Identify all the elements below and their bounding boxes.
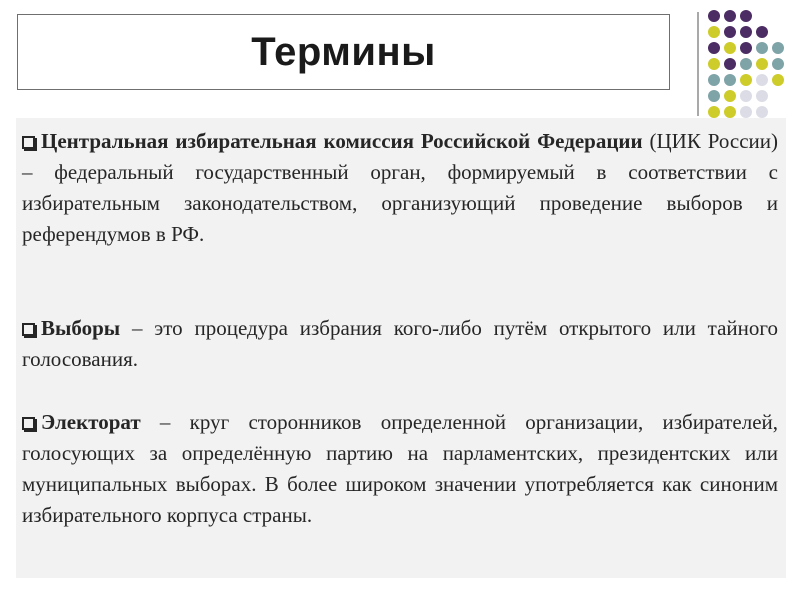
terms-panel [16, 118, 786, 578]
dot [724, 42, 736, 54]
term-definition: – это процедура избрания кого-либо путём открытого или тайного голосования. [22, 316, 778, 371]
dot [708, 106, 720, 118]
dot [740, 90, 752, 102]
title-box [17, 14, 670, 90]
checkbox-bullet-icon [22, 323, 35, 336]
decorative-dot-grid [708, 10, 788, 120]
dot [756, 26, 768, 38]
dot [708, 26, 720, 38]
decorative-divider [697, 12, 699, 116]
dot [740, 10, 752, 22]
term-definition: – круг сторонников определенной организации, избирателей, голосующих за определённую партию на парламентских, президентских или муниципальных выборах. В более широком значении употребляется как синоним избирательного корпуса страны. [22, 410, 778, 527]
term-paragraph [22, 313, 778, 375]
term-name: Выборы [41, 316, 121, 340]
dot [708, 10, 720, 22]
dot [772, 42, 784, 54]
term-name: Электорат [41, 410, 141, 434]
dot [724, 58, 736, 70]
dot [724, 74, 736, 86]
dot [740, 106, 752, 118]
dot [740, 74, 752, 86]
dot [756, 106, 768, 118]
dot [708, 42, 720, 54]
dot [724, 26, 736, 38]
checkbox-bullet-icon [22, 417, 35, 430]
dot [756, 90, 768, 102]
checkbox-bullet-icon [22, 136, 35, 149]
term-item-electorate [22, 407, 778, 531]
dot [756, 74, 768, 86]
dot [756, 42, 768, 54]
term-paragraph [22, 126, 778, 250]
term-item-elections [22, 313, 778, 375]
term-item-cik [22, 126, 778, 250]
dot [724, 106, 736, 118]
dot [740, 42, 752, 54]
dot [724, 10, 736, 22]
dot [708, 74, 720, 86]
dot [724, 90, 736, 102]
dot [772, 74, 784, 86]
slide-title: Термины [251, 29, 436, 74]
dot [756, 58, 768, 70]
dot [740, 26, 752, 38]
term-name: Центральная избирательная комиссия Российской Федерации [41, 129, 643, 153]
dot [740, 58, 752, 70]
dot [772, 58, 784, 70]
dot [708, 58, 720, 70]
term-paragraph [22, 407, 778, 531]
term-definition: (ЦИК России) – федеральный государственный орган, формируемый в соответствии с избирательным законодательством, организующий проведение выборов и референдумов в РФ. [22, 129, 778, 246]
dot [708, 90, 720, 102]
